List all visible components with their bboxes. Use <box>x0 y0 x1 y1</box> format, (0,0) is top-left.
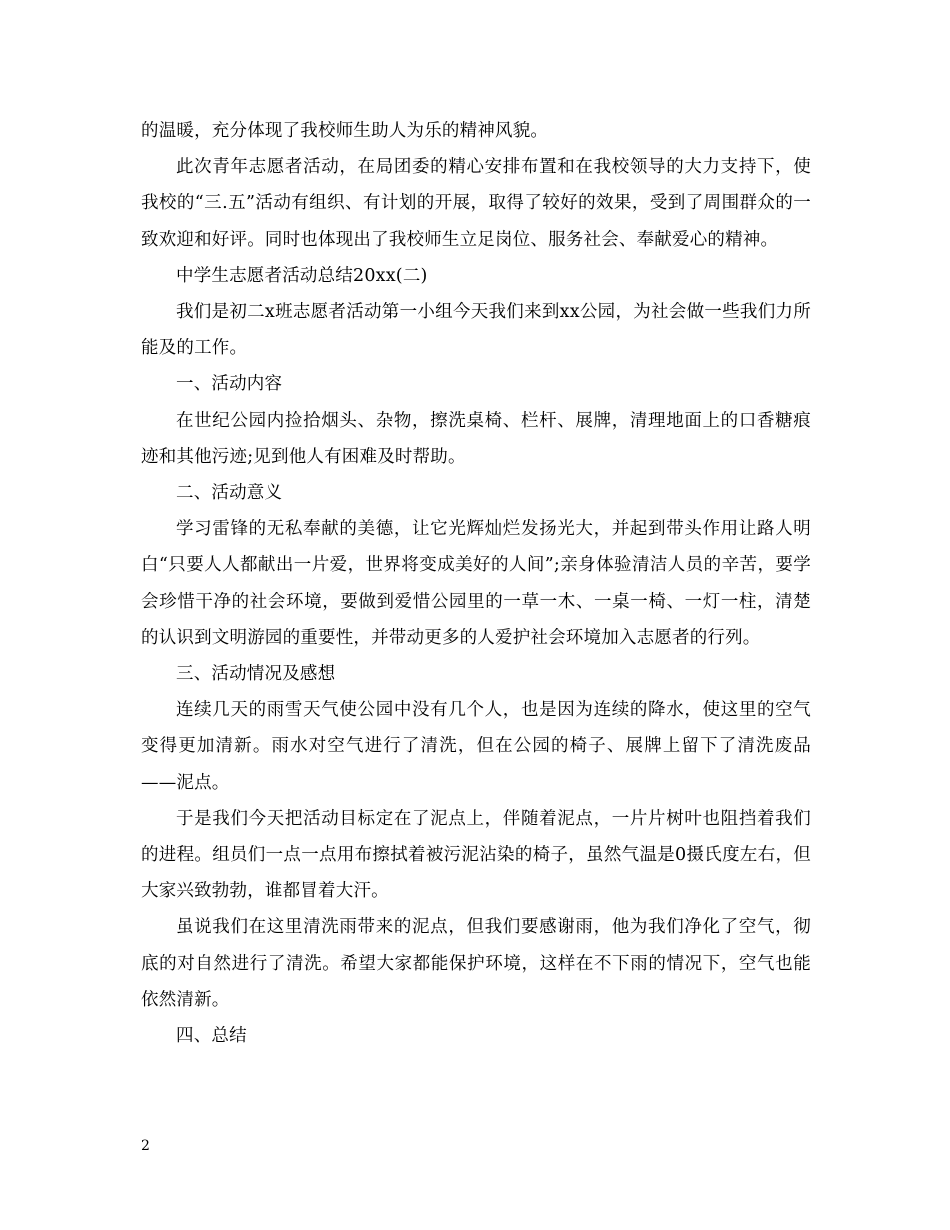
paragraph-weather: 连续几天的雨雪天气使公园中没有几个人，也是因为连续的降水，使这里的空气变得更加清新。雨水对空气进行了清洗，但在公园的椅子、展牌上留下了清洗废品——泥点。 <box>141 700 811 793</box>
heading-summary: 四、总结 <box>176 1026 247 1047</box>
heading-activity-content: 一、活动内容 <box>176 374 283 395</box>
section-title: 中学生志愿者活动总结20xx(二) <box>176 265 428 286</box>
paragraph-continued: 的温暖，充分体现了我校师生助人为乐的精神风貌。 <box>141 121 549 141</box>
paragraph-activity-content: 在世纪公园内捡拾烟头、杂物，擦洗桌椅、栏杆、展牌，清理地面上的口香糖痕迹和其他污迹;见到他人有困难及时帮助。 <box>141 410 811 467</box>
page-number: 2 <box>141 1138 150 1154</box>
document-body <box>141 113 811 1054</box>
paragraph-reflection: 虽说我们在这里清洗雨带来的泥点，但我们要感谢雨，他为我们净化了空气，彻底的对自然进行了清洗。希望大家都能保护环境，这样在不下雨的情况下，空气也能依然清新。 <box>141 917 811 1010</box>
heading-activity-situation: 三、活动情况及感想 <box>176 664 336 685</box>
paragraph-intro: 我们是初二x班志愿者活动第一小组今天我们来到xx公园，为社会做一些我们力所能及的工作。 <box>141 302 811 359</box>
paragraph-activity-meaning: 学习雷锋的无私奉献的美德，让它光辉灿烂发扬光大，并起到带头作用让路人明白“只要人人都献出一片爱，世界将变成美好的人间”;亲身体验清洁人员的辛苦，要学会珍惜干净的社会环境，要做到爱惜公园里的一草一木、一桌一椅、一灯一柱，清楚的认识到文明游园的重要性，并带动更多的人爱护社会环境加入志愿者的行列。 <box>141 519 811 648</box>
paragraph-cleaning: 于是我们今天把活动目标定在了泥点上，伴随着泥点，一片片树叶也阻挡着我们的进程。组员们一点一点用布擦拭着被污泥沾染的椅子，虽然气温是0摄氏度左右，但大家兴致勃勃，谁都冒着大汗。 <box>141 808 811 902</box>
heading-activity-meaning: 二、活动意义 <box>176 483 283 504</box>
paragraph-volunteer-summary: 此次青年志愿者活动，在局团委的精心安排布置和在我校领导的大力支持下，使我校的“三.五”活动有组织、有计划的开展，取得了较好的效果，受到了周围群众的一致欢迎和好评。同时也体现出了我校师生立足岗位、服务社会、奉献爱心的精神。 <box>141 157 811 250</box>
